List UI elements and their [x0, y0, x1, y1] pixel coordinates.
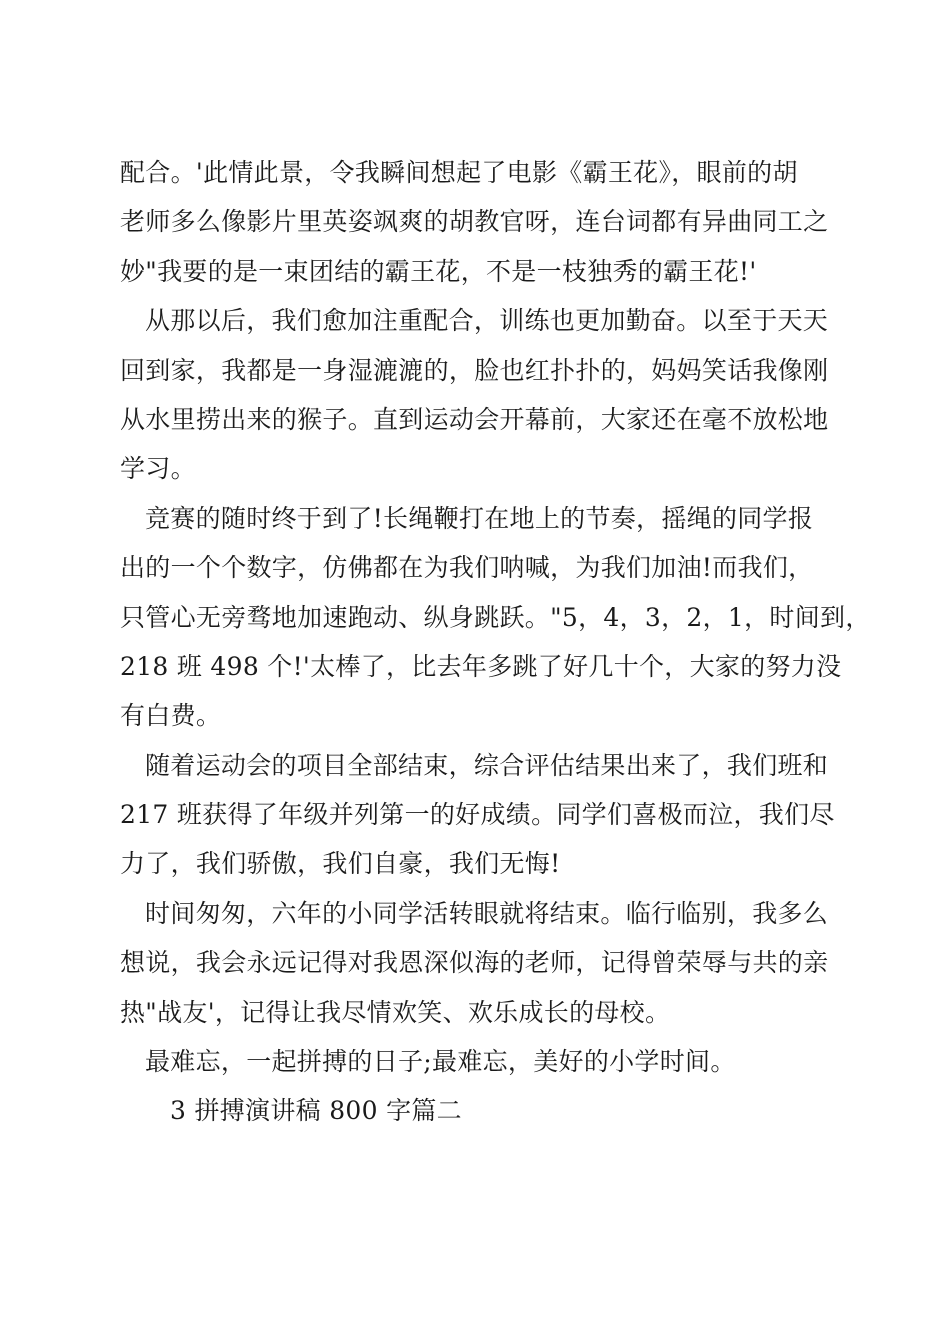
text-line: 回到家，我都是一身湿漉漉的，脸也红扑扑的，妈妈笑话我像刚: [120, 355, 829, 385]
text-line: 老师多么像影片里英姿飒爽的胡教官呀，连台词都有异曲同工之: [120, 207, 829, 237]
text-line: 热"战友'，记得让我尽情欢笑、欢乐成长的母校。: [120, 997, 671, 1027]
paragraph-start-line: 时间匆匆，六年的小同学活转眼就将结束。临行临别，我多么: [145, 898, 829, 928]
section-heading: 3 拼搏演讲稿 800 字篇二: [170, 1096, 462, 1126]
text-line: 妙"我要的是一束团结的霸王花，不是一枝独秀的霸王花!': [120, 256, 757, 286]
text-line: 配合。'此情此景，令我瞬间想起了电影《霸王花》，眼前的胡: [120, 158, 798, 187]
text-line: 只管心无旁骛地加速跑动、纵身跳跃。"5，4，3，2，1，时间到，: [120, 602, 871, 632]
document-body: [120, 148, 871, 1136]
text-line: 218 班 498 个!'太棒了，比去年多跳了好几十个，大家的努力没: [120, 651, 842, 681]
text-line: 有白费。: [120, 701, 222, 731]
paragraph-start-line: 最难忘，一起拼搏的日子;最难忘，美好的小学时间。: [145, 1047, 736, 1077]
paragraph-start-line: 竞赛的随时终于到了!长绳鞭打在地上的节奏，摇绳的同学报: [145, 503, 814, 533]
text-line: 从水里捞出来的猴子。直到运动会开幕前，大家还在毫不放松地: [120, 404, 829, 434]
text-line: 想说，我会永远记得对我恩深似海的老师，记得曾荣辱与共的亲: [120, 948, 829, 978]
text-line: 出的一个个数字，仿佛都在为我们呐喊，为我们加油!而我们，: [120, 553, 814, 583]
text-line: 力了，我们骄傲，我们自豪，我们无悔!: [120, 849, 561, 879]
paragraph-start-line: 从那以后，我们愈加注重配合，训练也更加勤奋。以至于天天: [145, 306, 829, 336]
text-line: 学习。: [120, 454, 196, 484]
paragraph-start-line: 随着运动会的项目全部结束，综合评估结果出来了，我们班和: [145, 750, 829, 780]
text-line: 217 班获得了年级并列第一的好成绩。同学们喜极而泣，我们尽: [120, 800, 835, 830]
